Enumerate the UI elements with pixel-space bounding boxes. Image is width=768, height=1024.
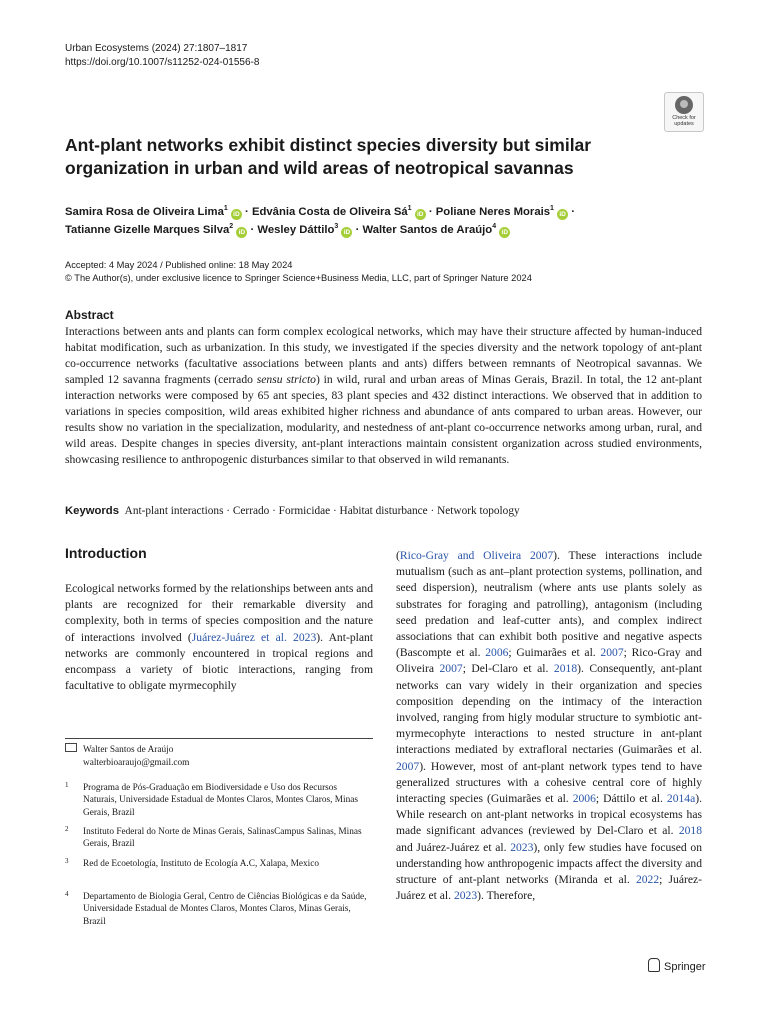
intro-text: ). These interactions include mutualism (such as ant–plant protection systems, pollination, and seed dispersion), neutralism (where ants use plants solely as substrates for foraging and patrolling), antagonism (including seed predation and leaf-cutter ants), and complex indirect associations that can exhibit both positive and negative aspects (Bascompte et al. — [396, 549, 702, 660]
affiliation-number: 3 — [65, 857, 69, 865]
affiliation-number: 2 — [65, 825, 69, 833]
intro-text: Ecological networks formed by the relationships between ants and plants are recognized for their remarkable diversity and complexity, both in terms of species composition and the nature of interactions involved ( — [65, 582, 373, 644]
intro-text: ). While research on ant-plant networks in tropical ecosystems has made significant advances (reviewed by Del-Claro et al. — [396, 792, 702, 838]
article-title: Ant-plant networks exhibit distinct species diversity but similar organization in urban and wild areas of neotropical savannas — [65, 135, 592, 178]
author-affiliation-number: 2 — [229, 223, 234, 231]
intro-text: and Juárez-Juárez et al. — [396, 840, 511, 854]
intro-text: ). Ant-plant networks are commonly encountered in tropical regions and encompass a variety of biotic interactions, ranging from facultative to obligate myrmecophily — [65, 630, 373, 693]
corresponding-author-name: Walter Santos de Araújo — [83, 745, 174, 755]
abstract-text-part: Interactions between ants and plants can form complex ecological networks, which may have their structure affected by human-induced habitat modification, such as urbanization. In this study, we investigated if the species diversity and the network topology of ant-plant co-occurrence networks (facultative associations between plants and ants) differs between remnants of Neotropical savannas. We sampled 12 savanna fragments (cerrado — [65, 325, 702, 386]
citation-link[interactable]: Juárez-Juárez et al. 2023 — [191, 630, 317, 644]
corresponding-author-email[interactable]: walterbioaraujo@gmail.com — [83, 757, 190, 768]
author-affiliation-number: 1 — [407, 205, 412, 213]
citation-link[interactable]: 2014a — [666, 792, 696, 806]
author-name[interactable]: Walter Santos de Araújo — [362, 224, 493, 236]
update-icon — [675, 96, 693, 114]
citation-link[interactable]: 2023 — [453, 889, 478, 903]
publisher-name: Springer — [664, 961, 706, 973]
intro-text: ). However, most of ant-plant network types tend to have generalized structures with a cohesive central core of highly interacting species (Guimarães et al. — [396, 759, 702, 806]
keywords-label: Keywords — [65, 505, 119, 517]
affiliation-text: Departamento de Biologia Geral, Centro de Ciências Biológicas e da Saúde, Universidade Estadual de Montes Claros, Montes Claros, Minas Gerais, Brazil — [83, 892, 367, 927]
citation-link[interactable]: 2006 — [572, 792, 596, 806]
intro-text: ; Rico-Gray and Oliveira — [396, 646, 702, 676]
orcid-icon[interactable]: iD — [499, 227, 510, 238]
affiliation-text: Instituto Federal do Norte de Minas Gerais, SalinasCampus Salinas, Minas Gerais, Brazil — [83, 827, 362, 850]
author-affiliation-number: 4 — [492, 223, 497, 231]
author-list: Samira Rosa de Oliveira Lima$^1$ iD · Edvânia Costa de Oliveira $Sá^1$ iD · Poliane Neres Morais$^1$ iD · Tatianne Gizelle Marques Silva$^2$ iD · Wesley Dáttilo$^3$ iD · Walter Santos de Araújo$^4$ iD — [65, 205, 575, 236]
author-affiliation-number: 1 — [223, 205, 228, 213]
doi-link[interactable]: https://doi.org/10.1007/s11252-024-01556-8 — [65, 57, 260, 68]
citation-link[interactable]: Rico-Gray and Oliveira 2007 — [399, 549, 554, 562]
author-name[interactable]: Wesley Dáttilo — [257, 224, 335, 236]
orcid-icon[interactable]: iD — [557, 209, 568, 220]
author-affiliation-number: 1 — [550, 205, 554, 213]
author-name[interactable]: Edvânia Costa de Oliveira Sá — [251, 206, 408, 218]
intro-text: ( — [396, 549, 400, 562]
affiliation-number: 1 — [65, 781, 69, 789]
citation-link[interactable]: 2018 — [678, 824, 702, 838]
publication-dates — [65, 259, 532, 284]
intro-column-right — [396, 548, 702, 904]
citation-link[interactable]: 2006 — [485, 646, 509, 660]
journal-header — [65, 42, 259, 70]
author-name[interactable]: Poliane Neres Morais — [435, 206, 551, 218]
author-name[interactable]: Samira Rosa de Oliveira Lima — [65, 206, 224, 218]
copyright-line: © The Author(s), under exclusive licence to Springer Science+Business Media, LLC, part of Springer Nature 2024 — [65, 272, 532, 283]
intro-text: ), only few studies have focused on understanding how anthropogenic impacts affect the diversity and structure of ant-plant networks (Miranda et al. — [396, 840, 702, 887]
check-badge-label: Check for updates — [672, 115, 696, 127]
author-affiliation-number: 3 — [334, 223, 339, 231]
affiliation-text: Programa de Pós-Graduação em Biodiversidade e Uso dos Recursos Naturais, Universidade Estadual de Montes Claros, Montes Claros, Minas Gerais, Brazil — [83, 783, 358, 818]
abstract-heading: Abstract — [65, 308, 114, 322]
citation-link[interactable]: 2007 — [396, 759, 420, 773]
abstract-text-part: ) in wild, rural and urban areas of Minas Gerais, Brazil. In total, the 12 ant-plant interaction networks were composed by 65 ant species, 83 plant species and 432 distinct interactions. We observed that in addition to variations in species composition, wild areas exhibited higher richness and abundance of ants compared to urban areas. However, our results show no variation in the specialization, modularity, and nestedness of ant-plant co-occurrence networks among urban, rural, and wild areas. Despite changes in species diversity, ant-plant interactions maintain consistent organization across studied environments, showcasing resilience to anthropogenic disturbances similar to that observed in wild remanants. — [65, 373, 702, 466]
affiliation-text: Red de Ecoetología, Instituto de Ecología A.C, Xalapa, Mexico — [83, 859, 319, 869]
correspondence — [65, 743, 189, 769]
citation-link[interactable]: 2007 — [439, 662, 463, 676]
abstract-text — [65, 324, 702, 468]
orcid-icon[interactable]: iD — [231, 209, 242, 220]
footnote-divider — [65, 738, 373, 739]
envelope-icon — [65, 743, 77, 752]
keywords — [65, 503, 520, 519]
citation-link[interactable]: 2022 — [635, 873, 660, 887]
citation-link[interactable]: 2018 — [553, 662, 578, 676]
affiliation-number: 4 — [65, 890, 69, 898]
citation-link[interactable]: 2007 — [600, 646, 624, 660]
intro-text: ). Therefore, — [477, 889, 536, 903]
introduction-heading: Introduction — [65, 545, 147, 561]
abstract-italic-term: sensu stricto — [256, 373, 316, 386]
springer-footer — [648, 958, 706, 973]
intro-text: ; Juárez-Juárez et al. — [396, 873, 702, 903]
intro-column-left — [65, 581, 373, 694]
intro-text: ). Consequently, ant-plant networks can vary widely in their organization and species composition depending on the intimacy of the interaction involved, ranging from higly modular structure to symbiotic ant-myrmecophyte interactions to nested structure in ant-plant interactions mediated by extrafloral nectaries (Guimarães et al. — [396, 662, 702, 757]
author-name[interactable]: Tatianne Gizelle Marques Silva — [65, 224, 230, 236]
orcid-icon[interactable]: iD — [415, 209, 426, 220]
check-for-updates-badge[interactable] — [664, 92, 704, 132]
orcid-icon[interactable]: iD — [236, 227, 247, 238]
accepted-published-line: Accepted: 4 May 2024 / Published online: 18 May 2024 — [65, 260, 293, 270]
intro-text: ; Del-Claro et al. — [462, 662, 554, 676]
intro-text: ; Dáttilo et al. — [595, 792, 667, 806]
orcid-icon[interactable]: iD — [341, 227, 352, 238]
springer-horse-icon — [648, 958, 660, 972]
journal-citation: Urban Ecosystems (2024) 27:1807–1817 — [65, 43, 248, 54]
intro-text: ; Guimarães et al. — [508, 646, 601, 660]
citation-link[interactable]: 2023 — [510, 840, 534, 854]
keywords-text: Ant-plant interactions · Cerrado · Formicidae · Habitat disturbance · Network topology — [124, 505, 520, 517]
